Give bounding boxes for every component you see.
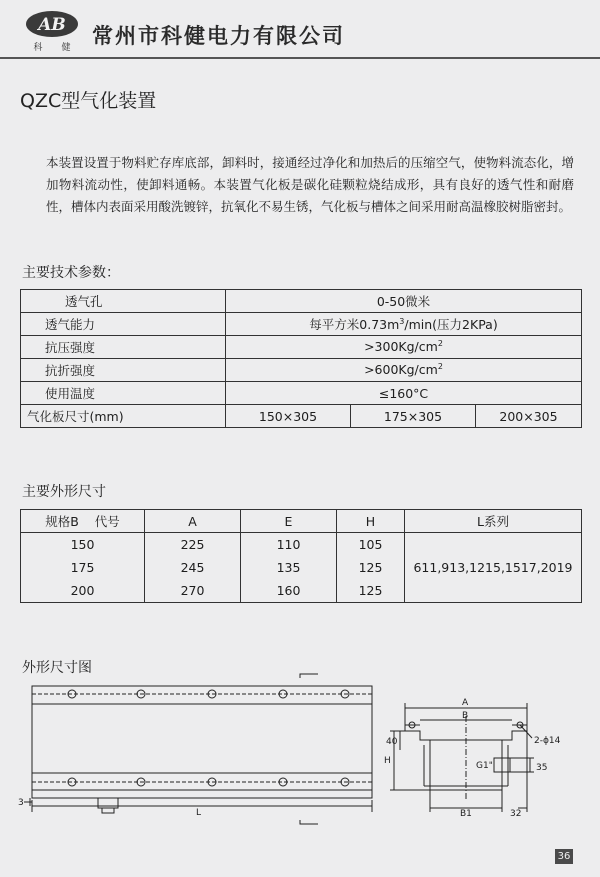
- dim-label-h: H: [384, 756, 391, 766]
- cell-h: 125: [337, 556, 405, 579]
- product-intro: 本装置设置于物料贮存库底部，卸料时，接通经过净化和加热后的压缩空气，使物料流态化，增加物料流动性，使卸料通畅。本装置气化板是碳化硅颗粒烧结成形，具有良好的透气性和耐磨性，槽体内表面采用酸洗镀锌，抗氧化不易生锈，气化板与槽体之间采用耐高温橡胶树脂密封。: [46, 155, 574, 214]
- dim-label-a: A: [462, 698, 469, 708]
- drawing-heading: 外形尺寸图: [22, 660, 92, 676]
- header-l-series: L系列: [405, 510, 582, 533]
- company-name: 常州市科健电力有限公司: [92, 24, 345, 48]
- header-e: E: [241, 510, 337, 533]
- dim-label-40: 40: [386, 737, 398, 747]
- spec-row: [21, 382, 582, 405]
- spec-label: 透气孔: [21, 290, 226, 313]
- table-row: [21, 533, 582, 557]
- spec-label: 透气能力: [21, 313, 226, 336]
- spec-row: [21, 290, 582, 313]
- header-divider: [0, 57, 600, 59]
- spec-heading: 主要技术参数：: [22, 265, 120, 281]
- spec-row: [21, 359, 582, 382]
- dimensions-table: [20, 509, 582, 603]
- header-spec-code: 规格B 代号: [21, 510, 145, 533]
- cell-b: 200: [21, 579, 145, 603]
- header-a: A: [145, 510, 241, 533]
- spec-label: 气化板尺寸(mm): [21, 405, 226, 428]
- spec-value: 0-50微米: [226, 290, 582, 313]
- dim-label-32: 32: [510, 809, 522, 819]
- spec-value: $>300Kg/cm^2$: [226, 336, 582, 359]
- table-header-row: [21, 510, 582, 533]
- cell-h: 105: [337, 533, 405, 557]
- page-header: [0, 0, 600, 62]
- spec-value: 175×305: [351, 405, 476, 428]
- spec-label: 使用温度: [21, 382, 226, 405]
- spec-row: [21, 405, 582, 428]
- spec-value: ≤160°C: [226, 382, 582, 405]
- logo-text: AB: [38, 15, 66, 35]
- product-title: QZC型气化装置: [20, 90, 157, 112]
- cell-e: 110: [241, 533, 337, 557]
- spec-value: 每平方米$0.73m^3/\min$(压力2KPa): [226, 313, 582, 336]
- dim-label-l: L: [196, 808, 202, 818]
- cell-a: 245: [145, 556, 241, 579]
- cell-b: 150: [21, 533, 145, 557]
- cell-a: 270: [145, 579, 241, 603]
- spec-label: 抗折强度: [21, 359, 226, 382]
- company-logo: [18, 8, 86, 54]
- header-h: H: [337, 510, 405, 533]
- cell-l-series: 611,913,1215,1517,2019: [405, 533, 582, 603]
- spec-row: [21, 313, 582, 336]
- dimension-drawing: [0, 670, 600, 835]
- dim-label-hole: 2-ϕ14: [534, 736, 561, 746]
- logo-sub-left: 科: [33, 43, 43, 53]
- dim-label-35: 35: [536, 763, 548, 773]
- dim-label-g1: G1": [476, 761, 493, 771]
- spec-value: 150×305: [226, 405, 351, 428]
- dim-label-b1: B1: [460, 809, 472, 819]
- trough-front-view: [32, 686, 372, 798]
- dim-label-b: B: [462, 711, 469, 721]
- page-number: 36: [555, 849, 573, 864]
- cell-h: 125: [337, 579, 405, 603]
- cell-b: 175: [21, 556, 145, 579]
- dim-label-3: 3: [18, 798, 24, 808]
- cell-e: 160: [241, 579, 337, 603]
- trough-section-view: [405, 716, 527, 800]
- spec-value: 200×305: [476, 405, 582, 428]
- dimensions-heading: 主要外形尺寸: [22, 484, 106, 500]
- spec-row: [21, 336, 582, 359]
- cell-a: 225: [145, 533, 241, 557]
- spec-value: $>600Kg/cm^2$: [226, 359, 582, 382]
- logo-sub-right: 健: [61, 43, 71, 53]
- spec-table: [20, 289, 582, 428]
- cell-e: 135: [241, 556, 337, 579]
- spec-label: 抗压强度: [21, 336, 226, 359]
